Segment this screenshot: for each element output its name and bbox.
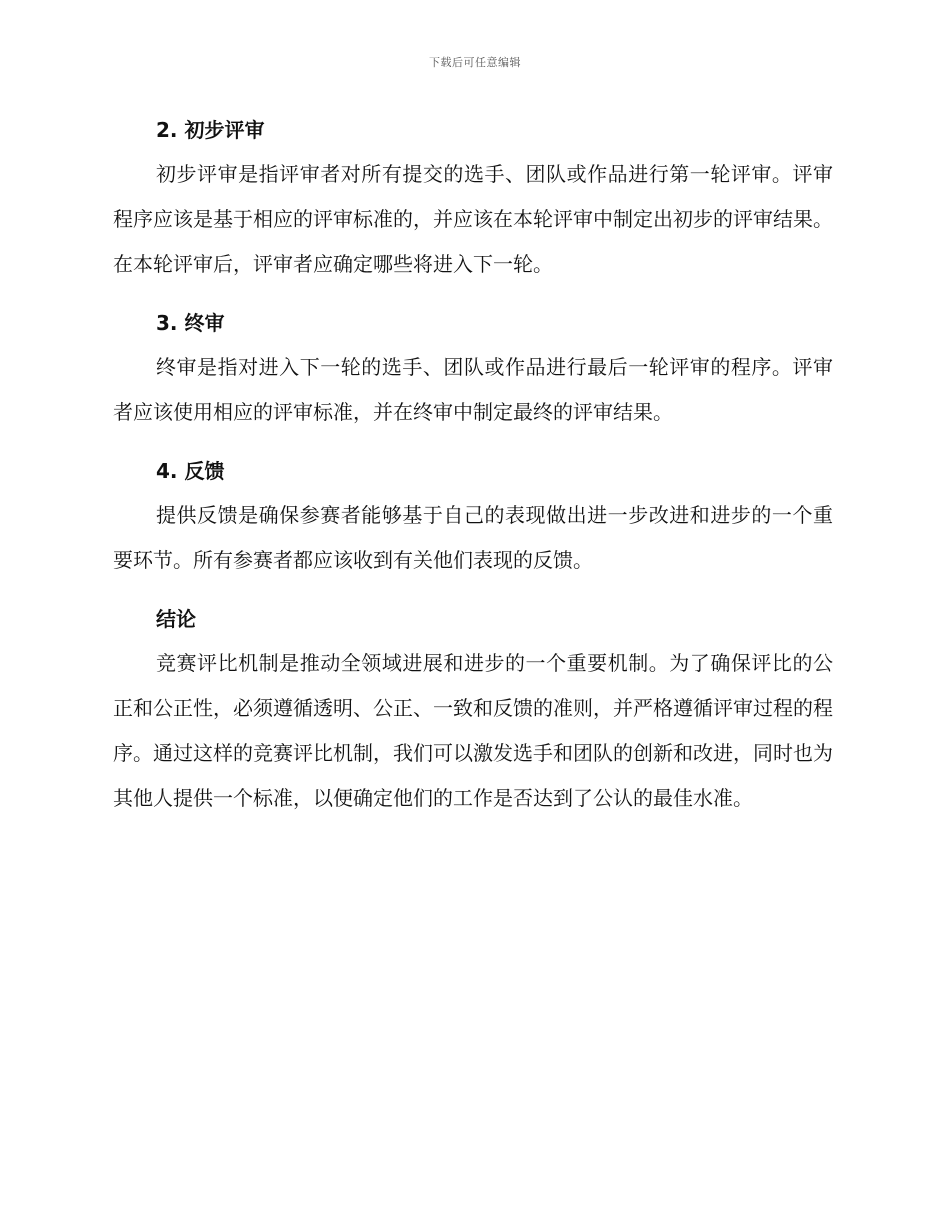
section-heading: 结论 — [156, 607, 196, 631]
section-final-review — [113, 301, 833, 435]
page-header: 下载后可任意编辑 — [429, 56, 521, 69]
section-preliminary-review — [113, 108, 833, 287]
section-conclusion — [113, 597, 833, 821]
section-heading: 2. 初步评审 — [156, 118, 265, 142]
section-feedback — [113, 449, 833, 583]
section-heading: 3. 终审 — [156, 311, 225, 335]
section-heading: 4. 反馈 — [156, 459, 225, 483]
document-body — [113, 108, 833, 835]
section-paragraph: 竞赛评比机制是推动全领域进展和进步的一个重要机制。为了确保评比的公正和公正性，必须遵循透明、公正、一致和反馈的准则，并严格遵循评审过程的程序。通过这样的竞赛评比机制，我们可以激发选手和团队的创新和改进，同时也为其他人提供一个标准，以便确定他们的工作是否达到了公认的最佳水准。 — [113, 651, 833, 810]
section-paragraph: 终审是指对进入下一轮的选手、团队或作品进行最后一轮评审的程序。评审者应该使用相应的评审标准，并在终审中制定最终的评审结果。 — [113, 355, 833, 424]
section-paragraph: 初步评审是指评审者对所有提交的选手、团队或作品进行第一轮评审。评审程序应该是基于相应的评审标准的，并应该在本轮评审中制定出初步的评审结果。在本轮评审后，评审者应确定哪些将进入下一轮。 — [113, 162, 833, 276]
section-paragraph: 提供反馈是确保参赛者能够基于自己的表现做出进一步改进和进步的一个重要环节。所有参赛者都应该收到有关他们表现的反馈。 — [113, 503, 833, 572]
